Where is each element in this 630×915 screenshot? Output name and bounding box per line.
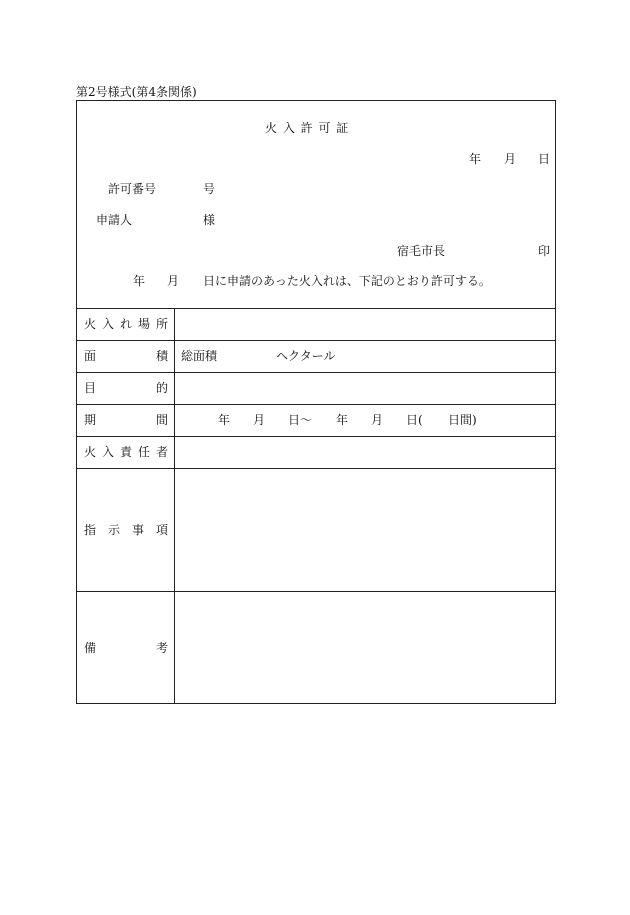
statement-year: 年 — [133, 274, 146, 288]
applicant-suffix: 様 — [203, 213, 216, 227]
remarks-label: 備 考 — [84, 641, 168, 655]
period-end-month: 月 — [371, 413, 384, 427]
issuer-name: 宿毛市長 — [397, 244, 446, 258]
table-divider — [76, 591, 556, 592]
period-start-month: 月 — [253, 413, 266, 427]
period-label: 期 間 — [84, 413, 168, 427]
permit-number-label: 許可番号 — [108, 182, 157, 196]
table-divider — [76, 468, 556, 469]
table-divider — [76, 404, 556, 405]
issue-year-label: 年 — [469, 152, 482, 166]
period-start-day: 日〜 — [288, 413, 313, 427]
table-divider — [76, 372, 556, 373]
issue-day-label: 日 — [538, 152, 551, 166]
table-divider — [76, 340, 556, 341]
responsible-label: 火 入 責 任 者 — [84, 445, 168, 459]
area-unit: ヘクタール — [276, 349, 336, 363]
statement-month: 月 — [167, 274, 180, 288]
area-label: 面 積 — [84, 349, 168, 363]
purpose-label: 目 的 — [84, 381, 168, 395]
applicant-label: 申請人 — [96, 213, 133, 227]
label-column-divider — [174, 308, 175, 704]
place-label: 火 入 れ 場 所 — [84, 317, 168, 331]
permit-number-suffix: 号 — [203, 182, 216, 196]
period-days: 日間) — [448, 413, 477, 427]
total-area-label: 総面積 — [181, 349, 218, 363]
issue-month-label: 月 — [504, 152, 517, 166]
statement-text: 日に申請のあった火入れは、下記のとおり許可する。 — [203, 274, 491, 288]
seal-mark: 印 — [538, 244, 551, 258]
period-start-year: 年 — [218, 413, 231, 427]
period-end-day: 日( — [406, 413, 423, 427]
table-divider — [76, 308, 556, 309]
period-end-year: 年 — [336, 413, 349, 427]
table-divider — [76, 436, 556, 437]
form-number: 第2号様式(第4条関係) — [76, 85, 197, 99]
instructions-label: 指 示 事 項 — [84, 523, 168, 537]
document-title: 火 入 許 可 証 — [265, 121, 350, 135]
